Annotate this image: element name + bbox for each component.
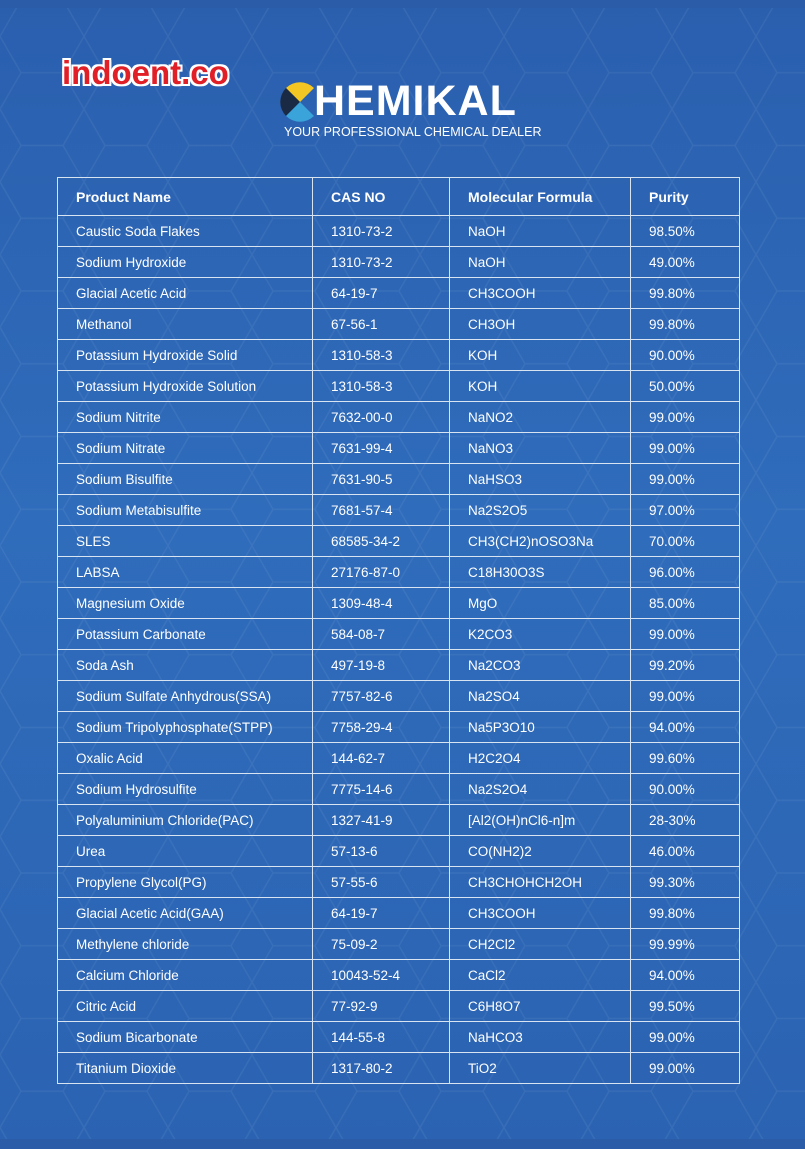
header-molecular-formula: Molecular Formula [450,178,631,216]
cas-no-cell: 7631-90-5 [313,464,450,495]
table-row [58,526,740,557]
cas-no-cell: 7631-99-4 [313,433,450,464]
table-row [58,216,740,247]
product-name-cell: Propylene Glycol(PG) [58,867,313,898]
cas-no-cell: 7758-29-4 [313,712,450,743]
cas-no-cell: 1317-80-2 [313,1053,450,1084]
cas-no-cell: 7775-14-6 [313,774,450,805]
molecular-formula-cell: C6H8O7 [450,991,631,1022]
molecular-formula-cell: CO(NH2)2 [450,836,631,867]
cas-no-cell: 57-55-6 [313,867,450,898]
molecular-formula-cell: KOH [450,340,631,371]
table-row [58,805,740,836]
purity-cell: 99.00% [631,433,740,464]
cas-no-cell: 64-19-7 [313,898,450,929]
table-row [58,712,740,743]
product-name-cell: Sodium Tripolyphosphate(STPP) [58,712,313,743]
product-name-cell: Sodium Bisulfite [58,464,313,495]
purity-cell: 99.00% [631,402,740,433]
molecular-formula-cell: H2C2O4 [450,743,631,774]
purity-cell: 99.20% [631,650,740,681]
brand-tagline: YOUR PROFESSIONAL CHEMICAL DEALER [284,125,542,139]
purity-cell: 99.99% [631,929,740,960]
molecular-formula-cell: CH3(CH2)nOSO3Na [450,526,631,557]
table-row [58,960,740,991]
cas-no-cell: 7681-57-4 [313,495,450,526]
table-row [58,836,740,867]
table-row [58,340,740,371]
table-row [58,898,740,929]
purity-cell: 94.00% [631,712,740,743]
molecular-formula-cell: CH2Cl2 [450,929,631,960]
purity-cell: 85.00% [631,588,740,619]
table-row [58,278,740,309]
purity-cell: 99.60% [631,743,740,774]
cas-no-cell: 1310-58-3 [313,371,450,402]
table-row [58,588,740,619]
molecular-formula-cell: CaCl2 [450,960,631,991]
molecular-formula-cell: NaHSO3 [450,464,631,495]
table-row [58,991,740,1022]
cas-no-cell: 7757-82-6 [313,681,450,712]
product-name-cell: Methanol [58,309,313,340]
purity-cell: 49.00% [631,247,740,278]
cas-no-cell: 67-56-1 [313,309,450,340]
product-name-cell: Potassium Hydroxide Solid [58,340,313,371]
brand-name: HEMIKAL [314,77,517,125]
molecular-formula-cell: NaOH [450,216,631,247]
table-row [58,1053,740,1084]
cas-no-cell: 1310-73-2 [313,247,450,278]
product-table [57,177,740,1084]
purity-cell: 94.00% [631,960,740,991]
cas-no-cell: 57-13-6 [313,836,450,867]
purity-cell: 96.00% [631,557,740,588]
molecular-formula-cell: K2CO3 [450,619,631,650]
table-row [58,650,740,681]
purity-cell: 70.00% [631,526,740,557]
molecular-formula-cell: NaNO3 [450,433,631,464]
product-name-cell: Soda Ash [58,650,313,681]
purity-cell: 99.80% [631,309,740,340]
product-name-cell: Urea [58,836,313,867]
product-name-cell: Glacial Acetic Acid [58,278,313,309]
molecular-formula-cell: Na2SO4 [450,681,631,712]
cas-no-cell: 7632-00-0 [313,402,450,433]
cas-no-cell: 144-62-7 [313,743,450,774]
molecular-formula-cell: NaOH [450,247,631,278]
purity-cell: 28-30% [631,805,740,836]
cas-no-cell: 144-55-8 [313,1022,450,1053]
purity-cell: 99.80% [631,898,740,929]
table-row [58,464,740,495]
cas-no-cell: 27176-87-0 [313,557,450,588]
molecular-formula-cell: Na2S2O5 [450,495,631,526]
table-row [58,619,740,650]
purity-cell: 99.80% [631,278,740,309]
purity-cell: 90.00% [631,340,740,371]
product-name-cell: Citric Acid [58,991,313,1022]
product-name-cell: Sodium Nitrate [58,433,313,464]
molecular-formula-cell: Na5P3O10 [450,712,631,743]
product-name-cell: Magnesium Oxide [58,588,313,619]
brand-logo [280,77,542,144]
purity-cell: 99.00% [631,1053,740,1084]
table-row [58,1022,740,1053]
molecular-formula-cell: C18H30O3S [450,557,631,588]
table-row [58,867,740,898]
product-name-cell: Sodium Hydroxide [58,247,313,278]
purity-cell: 99.50% [631,991,740,1022]
cas-no-cell: 77-92-9 [313,991,450,1022]
product-name-cell: Caustic Soda Flakes [58,216,313,247]
header-cas-no: CAS NO [313,178,450,216]
header-product-name: Product Name [58,178,313,216]
table-row [58,371,740,402]
product-name-cell: Potassium Carbonate [58,619,313,650]
header-purity: Purity [631,178,740,216]
purity-cell: 99.30% [631,867,740,898]
table-row [58,929,740,960]
molecular-formula-cell: Na2CO3 [450,650,631,681]
molecular-formula-cell: CH3COOH [450,898,631,929]
product-name-cell: Methylene chloride [58,929,313,960]
bottom-border-strip [0,1139,805,1149]
cas-no-cell: 1310-73-2 [313,216,450,247]
table-row [58,402,740,433]
product-name-cell: Sodium Nitrite [58,402,313,433]
purity-cell: 99.00% [631,619,740,650]
cas-no-cell: 1327-41-9 [313,805,450,836]
cas-no-cell: 64-19-7 [313,278,450,309]
molecular-formula-cell: NaHCO3 [450,1022,631,1053]
purity-cell: 97.00% [631,495,740,526]
product-name-cell: Titanium Dioxide [58,1053,313,1084]
purity-cell: 99.00% [631,681,740,712]
product-name-cell: Sodium Bicarbonate [58,1022,313,1053]
product-name-cell: Glacial Acetic Acid(GAA) [58,898,313,929]
table-row [58,743,740,774]
purity-cell: 50.00% [631,371,740,402]
cas-no-cell: 1310-58-3 [313,340,450,371]
watermark-text: indoent.co [62,54,229,91]
product-name-cell: Calcium Chloride [58,960,313,991]
top-border-strip [0,0,805,8]
product-name-cell: Sodium Sulfate Anhydrous(SSA) [58,681,313,712]
cas-no-cell: 497-19-8 [313,650,450,681]
table-row [58,495,740,526]
molecular-formula-cell: MgO [450,588,631,619]
table-row [58,557,740,588]
molecular-formula-cell: NaNO2 [450,402,631,433]
product-name-cell: Sodium Hydrosulfite [58,774,313,805]
table-row [58,309,740,340]
table-header-row [58,178,740,216]
product-name-cell: SLES [58,526,313,557]
purity-cell: 99.00% [631,464,740,495]
purity-cell: 90.00% [631,774,740,805]
molecular-formula-cell: KOH [450,371,631,402]
molecular-formula-cell: CH3CHOHCH2OH [450,867,631,898]
product-name-cell: Sodium Metabisulfite [58,495,313,526]
cas-no-cell: 1309-48-4 [313,588,450,619]
product-name-cell: Potassium Hydroxide Solution [58,371,313,402]
cas-no-cell: 10043-52-4 [313,960,450,991]
cas-no-cell: 584-08-7 [313,619,450,650]
molecular-formula-cell: Na2S2O4 [450,774,631,805]
purity-cell: 99.00% [631,1022,740,1053]
table-row [58,247,740,278]
molecular-formula-cell: CH3OH [450,309,631,340]
cas-no-cell: 68585-34-2 [313,526,450,557]
molecular-formula-cell: [Al2(OH)nCl6-n]m [450,805,631,836]
purity-cell: 46.00% [631,836,740,867]
product-name-cell: Polyaluminium Chloride(PAC) [58,805,313,836]
product-name-cell: LABSA [58,557,313,588]
product-table-body [58,216,740,1084]
molecular-formula-cell: CH3COOH [450,278,631,309]
table-row [58,681,740,712]
purity-cell: 98.50% [631,216,740,247]
table-row [58,774,740,805]
molecular-formula-cell: TiO2 [450,1053,631,1084]
cas-no-cell: 75-09-2 [313,929,450,960]
product-name-cell: Oxalic Acid [58,743,313,774]
table-row [58,433,740,464]
